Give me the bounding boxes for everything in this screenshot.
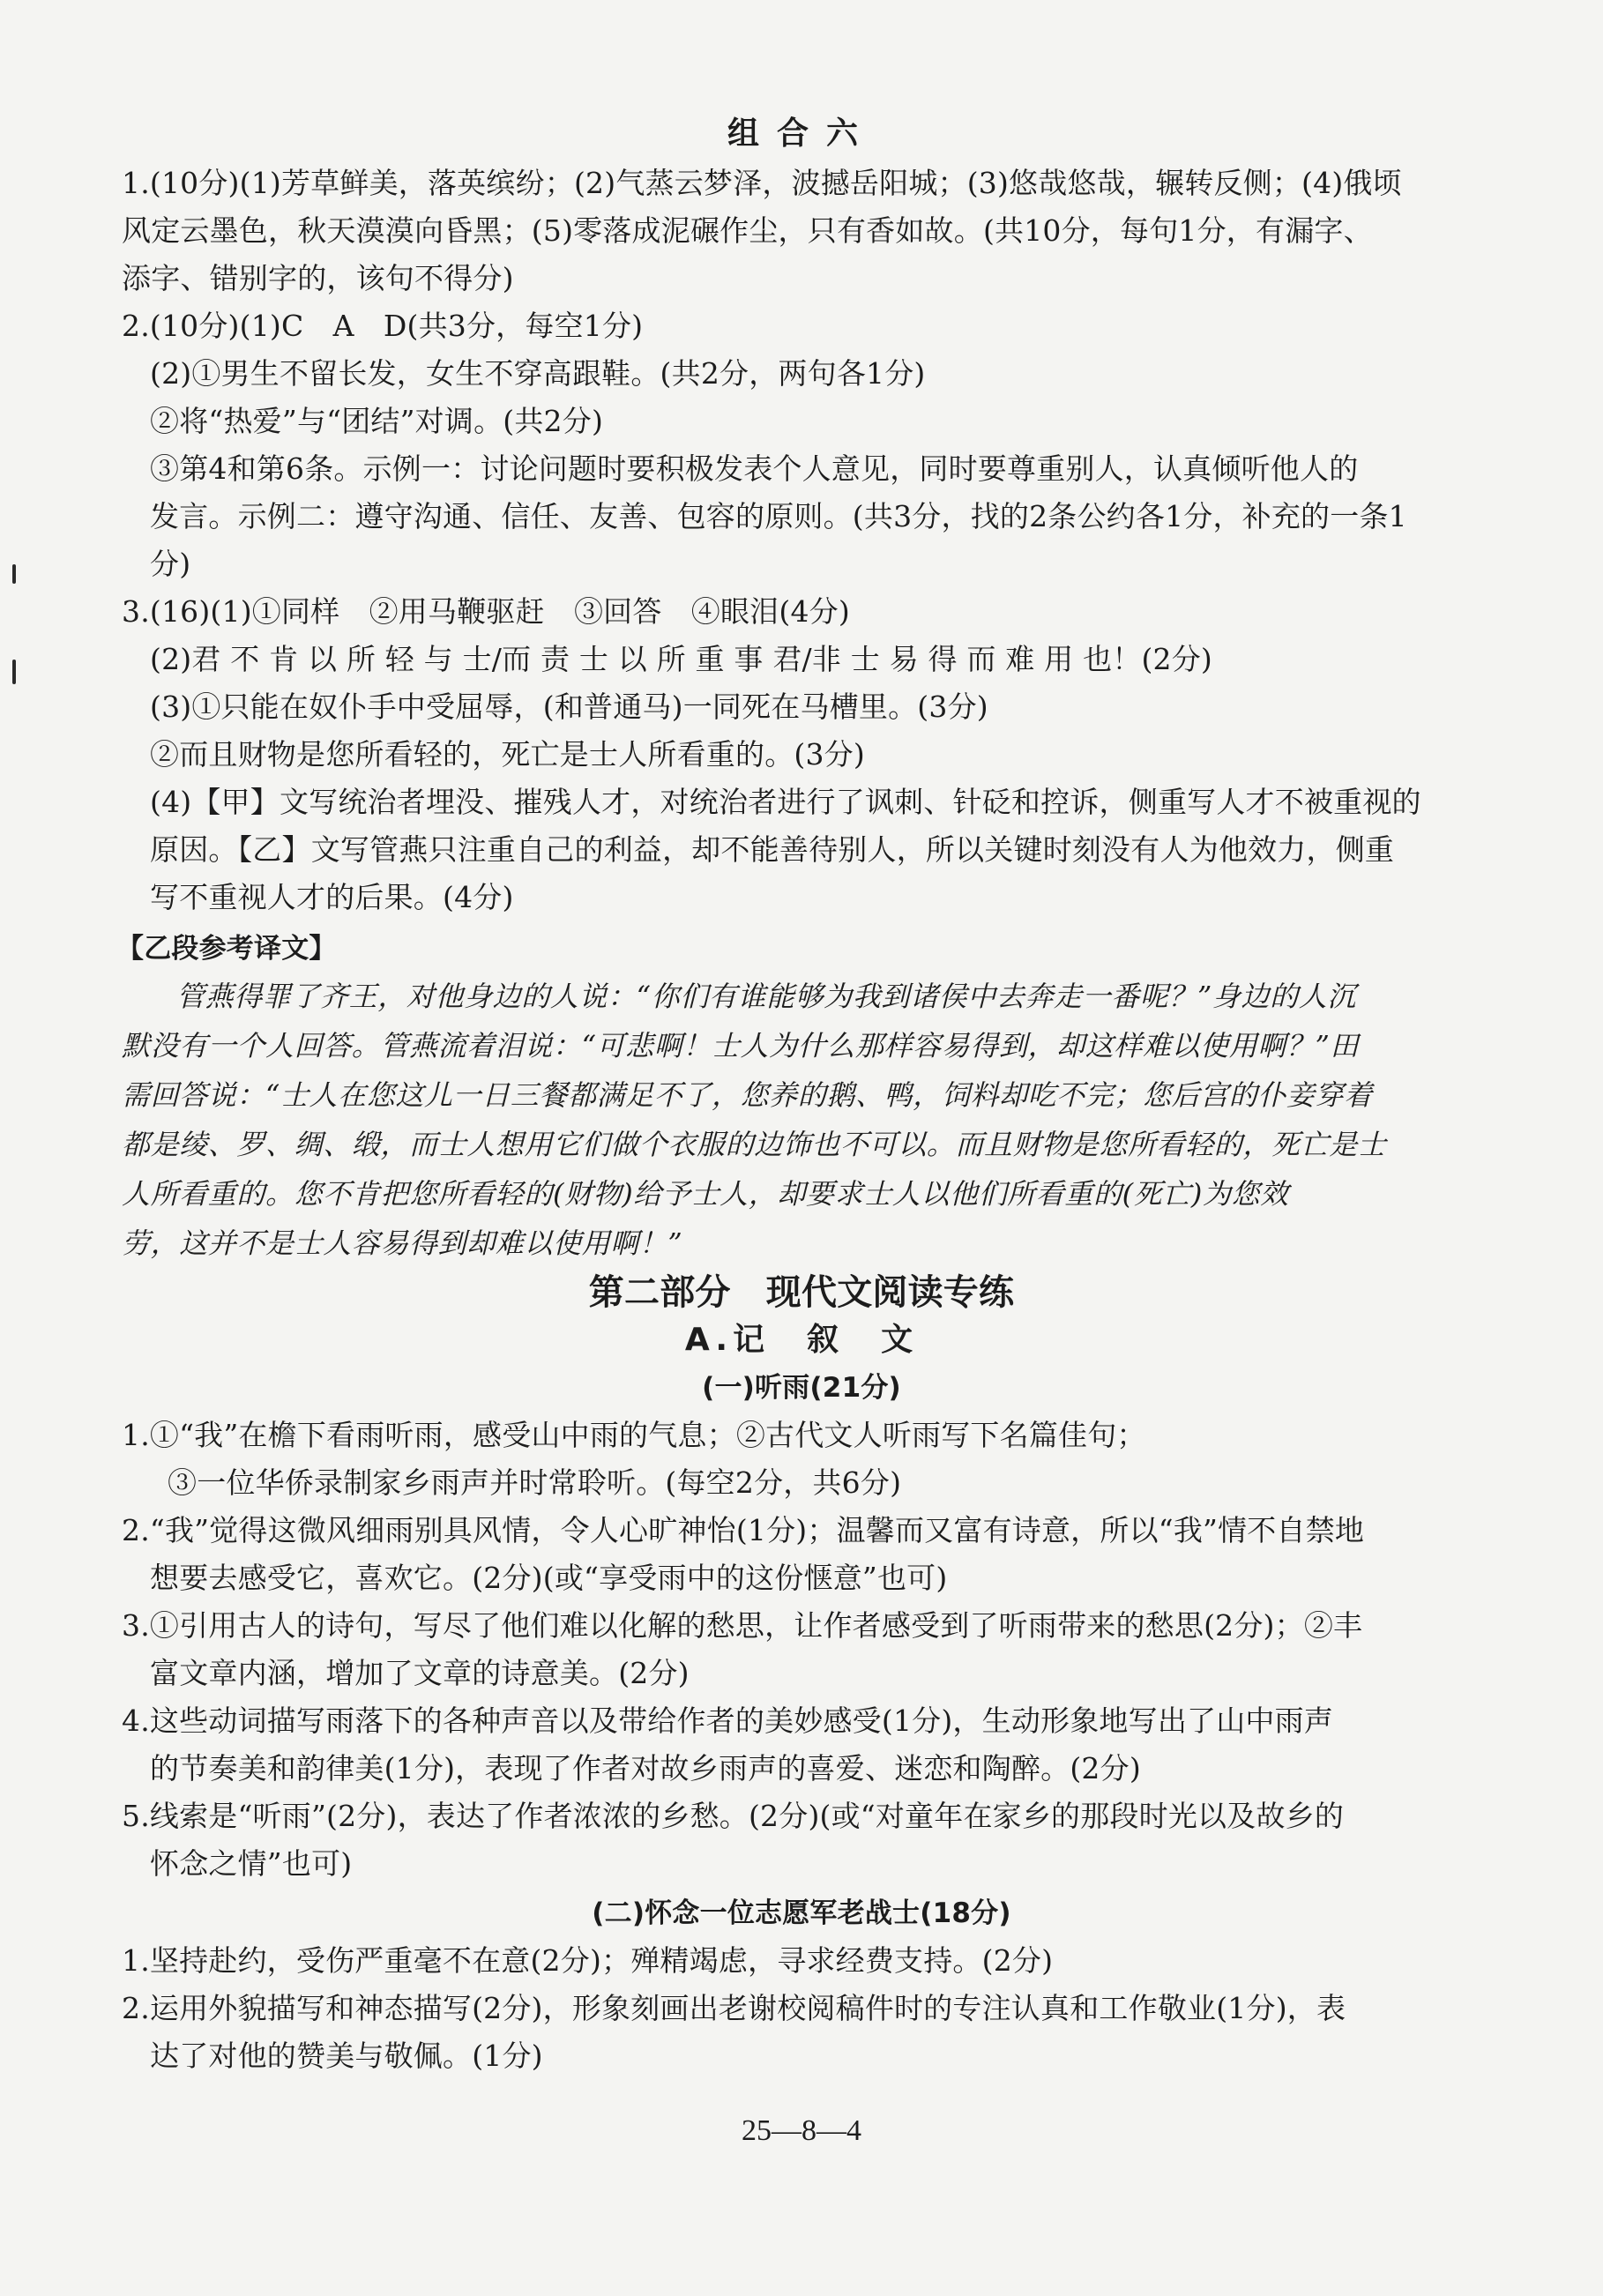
answer-line: 4.这些动词描写雨落下的各种声音以及带给作者的美妙感受(1分)，生动形象地写出了山中雨声 [122, 1703, 1334, 1738]
answer-line: (2)①男生不留长发，女生不穿高跟鞋。(共2分，两句各1分) [150, 356, 926, 391]
answer-line: 的节奏美和韵律美(1分)，表现了作者对故乡雨声的喜爱、迷恋和陶醉。(2分) [150, 1751, 1141, 1785]
translation-line: 管燕得罪了齐王，对他身边的人说：“你们有谁能够为我到诸侯中去奔走一番呢？”身边的人沉 [176, 980, 1356, 1013]
answer-line: (2)君 不 肯 以 所 轻 与 士/而 责 士 以 所 重 事 君/非 士 易 得 而 难 用 也！(2分) [150, 642, 1213, 676]
answer-line: 达了对他的赞美与敬佩。(1分) [150, 2039, 543, 2073]
answer-line: 怀念之情”也可) [150, 1846, 353, 1881]
translation-heading: 【乙段参考译文】 [116, 933, 337, 965]
answer-line: 写不重视人才的后果。(4分) [150, 880, 514, 914]
answer-line: 2.运用外貌描写和神态描写(2分)，形象刻画出老谢校阅稿件时的专注认真和工作敬业(1分)，表 [122, 1991, 1346, 2025]
translation-line: 都是绫、罗、绸、缎，而士人想用它们做个衣服的边饰也不可以。而且财物是您所看轻的，死亡是士 [122, 1128, 1387, 1161]
answer-line: ②将“热爱”与“团结”对调。(共2分) [150, 404, 604, 438]
answer-line: (4)【甲】文写统治者埋没、摧残人才，对统治者进行了讽刺、针砭和控诉，侧重写人才不被重视的 [150, 785, 1421, 819]
section-heading: 组合六 [727, 116, 876, 152]
article-title: (一)听雨(21分) [702, 1372, 901, 1404]
answer-line: 2.(10分)(1)C A D(共3分，每空1分) [122, 309, 644, 343]
answer-line: 风定云墨色，秋天漠漠向昏黑；(5)零落成泥碾作尘，只有香如故。(共10分，每句1分，有漏字、 [122, 213, 1373, 248]
answer-line: 分) [150, 547, 191, 581]
answer-line: ③一位华侨录制家乡雨声并时常聆听。(每空2分，共6分) [168, 1465, 902, 1500]
answer-line: 添字、错别字的，该句不得分) [122, 261, 514, 295]
scan-mark [12, 660, 16, 684]
answer-line: 5.线索是“听雨”(2分)，表达了作者浓浓的乡愁。(2分)(或“对童年在家乡的那段时光以及故乡的 [122, 1799, 1345, 1833]
answer-line: 3.(16)(1)①同样 ②用马鞭驱赶 ③回答 ④眼泪(4分) [122, 594, 850, 629]
answer-line: 1.(10分)(1)芳草鲜美，落英缤纷；(2)气蒸云梦泽，波撼岳阳城；(3)悠哉悠哉，辗转反侧；(4)俄顷 [122, 166, 1402, 200]
answer-line: ③第4和第6条。示例一：讨论问题时要积极发表个人意见，同时要尊重别人，认真倾听他人的 [150, 451, 1359, 486]
part-title: 第二部分 现代文阅读专练 [588, 1272, 1015, 1313]
article-title: (二)怀念一位志愿军老战士(18分) [592, 1897, 1011, 1929]
answer-line: 1.坚持赴约，受伤严重毫不在意(2分)；殚精竭虑，寻求经费支持。(2分) [122, 1943, 1054, 1978]
answer-line: 富文章内涵，增加了文章的诗意美。(2分) [150, 1656, 690, 1690]
translation-line: 人所看重的。您不肯把您所看轻的(财物)给予士人，却要求士人以他们所看重的(死亡)为您效 [122, 1177, 1289, 1211]
answer-line: ②而且财物是您所看轻的，死亡是士人所看重的。(3分) [150, 737, 865, 772]
answer-line: 想要去感受它，喜欢它。(2分)(或“享受雨中的这份惬意”也可) [150, 1561, 948, 1595]
genre-title: A.记 叙 文 [684, 1322, 919, 1358]
translation-line: 需回答说：“士人在您这儿一日三餐都满足不了，您养的鹅、鸭，饲料却吃不完；您后宫的仆妾穿着 [122, 1078, 1373, 1112]
translation-line: 劳，这并不是士人容易得到却难以使用啊！” [122, 1226, 683, 1260]
answer-line: 3.①引用古人的诗句，写尽了他们难以化解的愁思，让作者感受到了听雨带来的愁思(2分)；②丰 [122, 1608, 1363, 1643]
answer-line: 发言。示例二：遵守沟通、信任、友善、包容的原则。(共3分，找的2条公约各1分，补充的一条1 [150, 499, 1407, 533]
answer-line: (3)①只能在奴仆手中受屈辱，(和普通马)一同死在马槽里。(3分) [150, 690, 988, 724]
scan-mark [12, 564, 16, 584]
answer-line: 2.“我”觉得这微风细雨别具风情，令人心旷神怡(1分)；温馨而又富有诗意，所以“我”情不自禁地 [122, 1513, 1365, 1547]
answer-line: 原因。【乙】文写管燕只注重自己的利益，却不能善待别人，所以关键时刻没有人为他效力，侧重 [150, 832, 1395, 867]
answer-line: 1.①“我”在檐下看雨听雨，感受山中雨的气息；②古代文人听雨写下名篇佳句； [122, 1418, 1146, 1452]
page-number: 25—8—4 [742, 2114, 861, 2147]
translation-line: 默没有一个人回答。管燕流着泪说：“可悲啊！士人为什么那样容易得到，却这样难以使用啊？”田 [122, 1029, 1360, 1062]
